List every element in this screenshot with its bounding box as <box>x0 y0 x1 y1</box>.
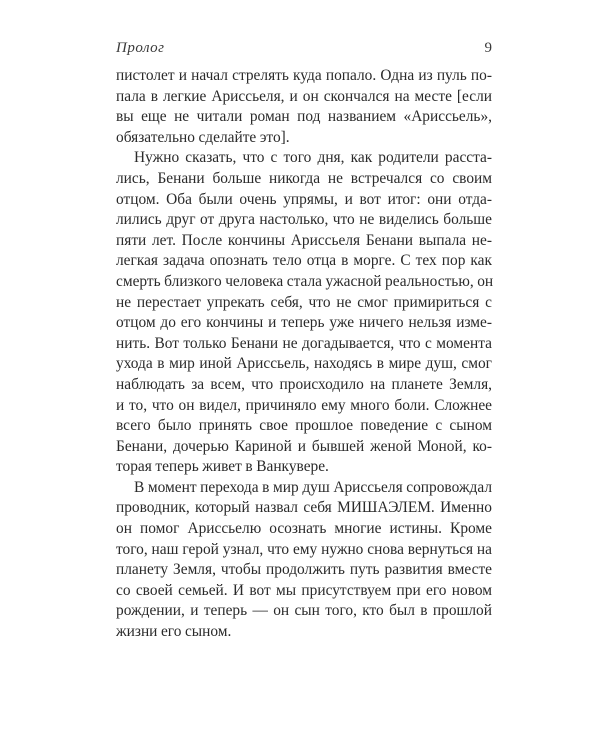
text-line: пяти лет. После кончины Ариссьеля Бенани выпала не- <box>116 231 492 249</box>
text-line: торая теперь живет в Ванкувере. <box>116 458 329 476</box>
text-line: ухода в мир иной Ариссьель, находясь в мире душ, смог <box>116 355 492 373</box>
text-line: лись, Бенани больше никогда не встречался со своим <box>116 169 492 187</box>
text-line: лились друг от друга настолько, что не виделись больше <box>116 211 492 229</box>
text-line: рождении, и теперь — он сын того, кто был в прошлой <box>116 602 492 620</box>
text-line: вы еще не читали роман под названием «Ариссьель», <box>116 108 492 126</box>
text-line: пала в легкие Ариссьеля, и он скончался на месте [если <box>116 87 492 105</box>
paragraph-2 <box>116 148 492 478</box>
text-line: всего было принять свое прошлое поведение с сыном <box>116 417 492 435</box>
text-line: нить. Вот только Бенани не догадывается, что с момента <box>116 334 492 352</box>
body-text <box>116 66 492 643</box>
paragraph-1 <box>116 66 492 148</box>
text-line: отцом до его кончины и теперь уже ничего нельзя изме- <box>116 314 492 332</box>
text-line: отцом. Оба были очень упрямы, и вот итог: они отда- <box>116 190 492 208</box>
text-line: наблюдать за всем, что происходило на планете Земля, <box>116 375 492 393</box>
text-line: того, наш герой узнал, что ему нужно снова вернуться на <box>116 540 492 558</box>
text-line: со своей семьей. И вот мы присутствуем при его новом <box>116 581 492 599</box>
text-line: планету Земля, чтобы продолжить путь развития вместе <box>116 561 492 579</box>
text-line: Бенани, дочерью Кариной и бывшей женой Моной, ко- <box>116 437 492 455</box>
text-line: он помог Ариссьелю осознать многие истины. Кроме <box>116 520 492 538</box>
text-line: Нужно сказать, что с того дня, как родители расста- <box>134 149 492 167</box>
running-header <box>116 40 492 62</box>
text-line: обязательно сделайте это]. <box>116 128 290 146</box>
page-number: 9 <box>484 40 492 56</box>
text-line: не перестает упрекать себя, что не смог примириться с <box>116 293 492 311</box>
paragraph-3 <box>116 478 492 643</box>
text-line: пистолет и начал стрелять куда попало. Одна из пуль по- <box>116 67 492 84</box>
text-line: проводник, который назвал себя МИШАЭЛЕМ. Именно <box>116 499 492 517</box>
text-line: жизни его сыном. <box>116 623 232 641</box>
text-line: и то, что он видел, причиняло ему много боли. Сложнее <box>116 396 492 414</box>
text-line: смерть близкого человека стала ужасной реальностью, он <box>116 272 494 290</box>
running-title: Пролог <box>116 40 165 56</box>
text-line: В момент перехода в мир душ Ариссьеля сопровождал <box>134 478 492 496</box>
text-line: легкая задача опознать тело отца в морге. С тех пор как <box>116 252 492 270</box>
